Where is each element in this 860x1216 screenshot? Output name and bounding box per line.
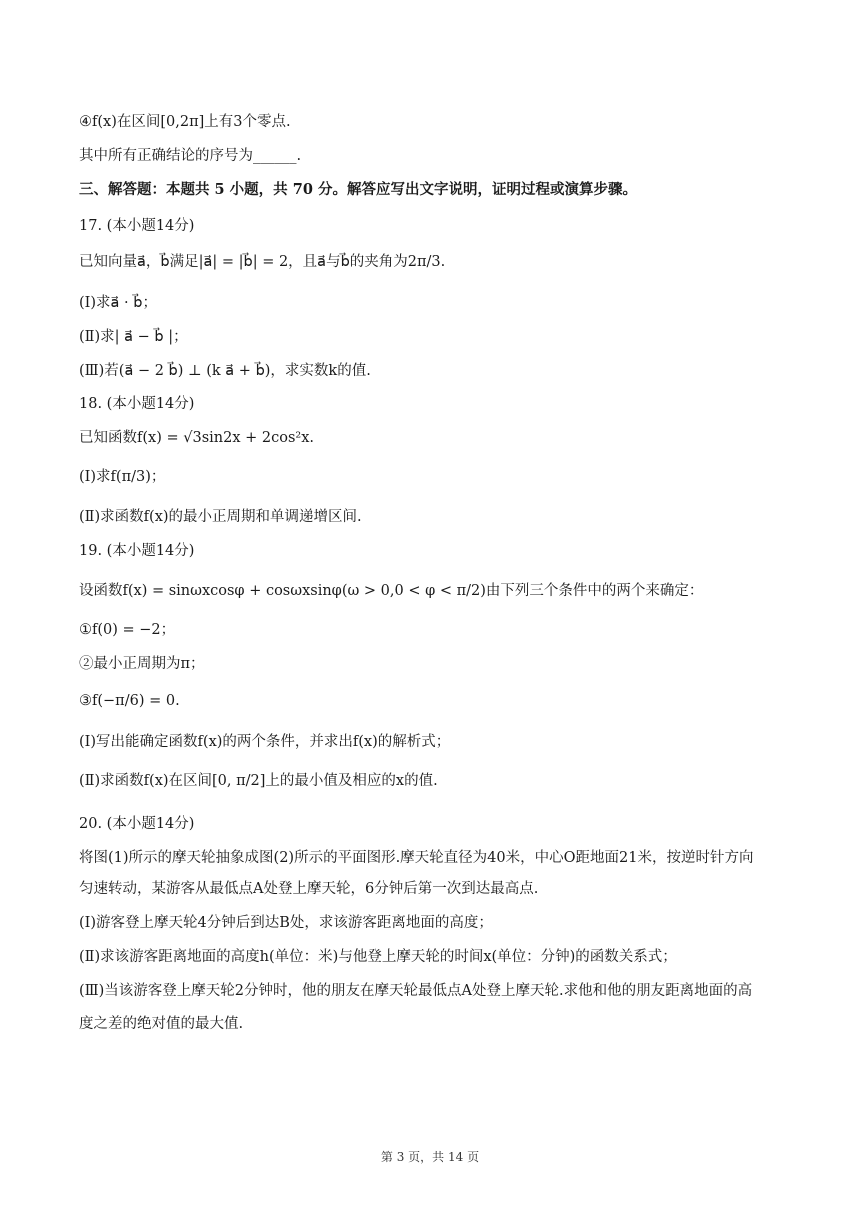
q20-stem-line-1: 将图(1)所示的摩天轮抽象成图(2)所示的平面图形.摩天轮直径为40米，中心O距地面21米，按逆时针方向 <box>79 850 754 866</box>
q17-stem: 已知向量a⃗，b⃗满足|a⃗| = |b⃗| = 2，且a⃗与b⃗的夹角为2π/3. <box>79 254 446 270</box>
q18-stem: 已知函数f(x) = √3sin2x + 2cos²x. <box>79 430 314 446</box>
q20-title: 20. (本小题14分) <box>79 816 195 832</box>
q20-part-3: (Ⅲ)当该游客登上摩天轮2分钟时，他的朋友在摩天轮最低点A处登上摩天轮.求他和他的朋友距离地面的高 <box>79 983 753 999</box>
q18-part-2: (Ⅱ)求函数f(x)的最小正周期和单调递增区间. <box>79 509 362 525</box>
q19-condition-1: ①f(0) = −2； <box>79 622 176 638</box>
section-heading: 三、解答题：本题共 5 小题，共 70 分。解答应写出文字说明，证明过程或演算步骤。 <box>79 181 637 198</box>
q18-part-1: (Ⅰ)求f(π/3)； <box>79 469 166 485</box>
q17-title: 17. (本小题14分) <box>79 218 195 234</box>
q17-part-3: (Ⅲ)若(a⃗ − 2 b⃗) ⊥ (k a⃗ + b⃗)，求实数k的值. <box>79 363 371 379</box>
q19-title: 19. (本小题14分) <box>79 543 195 559</box>
fill-blank-prompt: 其中所有正确结论的序号为______. <box>79 148 302 164</box>
q17-part-2: (Ⅱ)求| a⃗ − b⃗ |； <box>79 329 188 345</box>
q20-part-2: (Ⅱ)求该游客距离地面的高度h(单位：米)与他登上摩天轮的时间x(单位：分钟)的函数关系式； <box>79 949 677 965</box>
q17-part-1: (Ⅰ)求a⃗ · b⃗； <box>79 295 157 311</box>
q20-part-3-continued: 度之差的绝对值的最大值. <box>79 1016 244 1032</box>
page-number-footer: 第 3 页，共 14 页 <box>380 1150 480 1164</box>
q18-title: 18. (本小题14分) <box>79 396 195 412</box>
q19-stem: 设函数f(x) = sinωxcosφ + cosωxsinφ(ω > 0,0 < φ < π/2)由下列三个条件中的两个来确定： <box>79 583 704 599</box>
item-4-statement: ④f(x)在区间[0,2π]上有3个零点. <box>79 114 291 130</box>
q19-part-2: (Ⅱ)求函数f(x)在区间[0, π/2]上的最小值及相应的x的值. <box>79 773 438 789</box>
q19-condition-2: ②最小正周期为π； <box>79 656 205 672</box>
q20-stem-line-2: 匀速转动，某游客从最低点A处登上摩天轮，6分钟后第一次到达最高点. <box>79 881 539 897</box>
q19-part-1: (Ⅰ)写出能确定函数f(x)的两个条件，并求出f(x)的解析式； <box>79 734 451 750</box>
q20-part-1: (Ⅰ)游客登上摩天轮4分钟后到达B处，求该游客距离地面的高度； <box>79 915 493 931</box>
q19-condition-3: ③f(−π/6) = 0. <box>79 693 180 709</box>
